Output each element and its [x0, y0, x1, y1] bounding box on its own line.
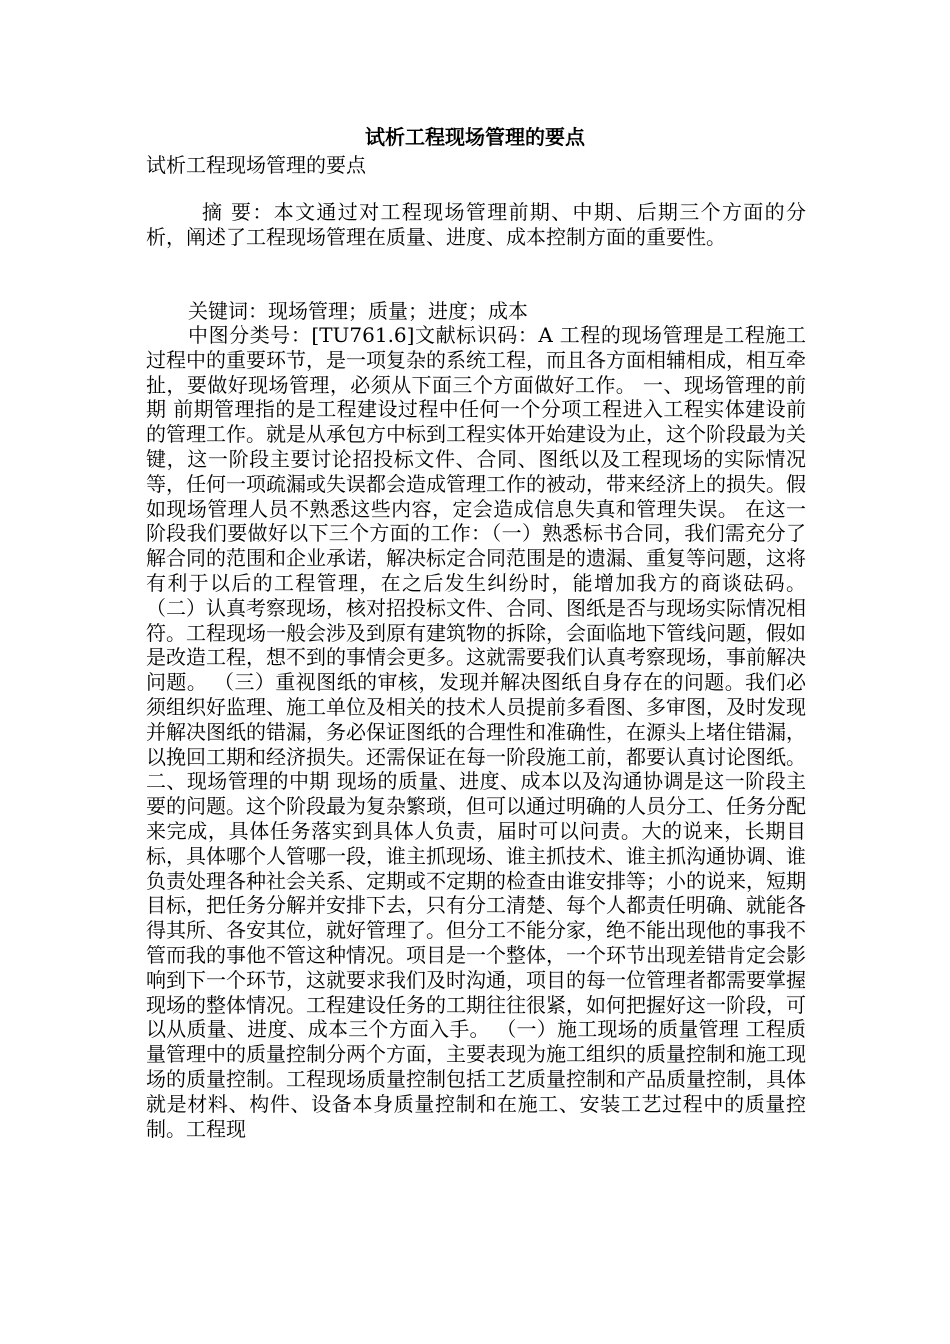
abstract-paragraph: 摘 要：本文通过对工程现场管理前期、中期、后期三个方面的分析，阐述了工程现场管理在质量、进度、成本控制方面的重要性。 — [146, 200, 806, 249]
document-title: 试析工程现场管理的要点 — [365, 125, 585, 149]
body-paragraph: 中图分类号：[TU761.6]文献标识码：A 工程的现场管理是工程施工过程中的重要环节，是一项复杂的系统工程，而且各方面相辅相成，相互牵扯，要做好现场管理，必须从下面三个方面做好工作。 一、现场管理的前期 前期管理指的是工程建设过程中任何一个分项工程进入工程实体建设前的管理工作。就是从承包方中标到工程实体开始建设为止，这个阶段最为关键，这一阶段主要讨论招投标文件、合同、图纸以及工程现场的实际情况等，任何一项疏漏或失误都会造成管理工作的被动，带来经济上的损失。假如现场管理人员不熟悉这些内容，定会造成信息失真和管理失误。 在这一阶段我们要做好以下三个方面的工作：（一）熟悉标书合同，我们需充分了解合同的范围和企业承诺，解决标定合同范围是的遗漏、重复等问题，这将有利于以后的工程管理，在之后发生纠纷时，能增加我方的商谈砝码。 （二）认真考察现场，核对招投标文件、合同、图纸是否与现场实际情况相符。工程现场一般会涉及到原有建筑物的拆除，会面临地下管线问题，假如是改造工程，想不到的事情会更多。这就需要我们认真考察现场，事前解决问题。 （三）重视图纸的审核，发现并解决图纸自身存在的问题。我们必须组织好监理、施工单位及相关的技术人员提前多看图、多审图，及时发现并解决图纸的错漏，务必保证图纸的合理性和准确性，在源头上堵住错漏，以挽回工期和经济损失。还需保证在每一阶段施工前，都要认真讨论图纸。 二、现场管理的中期 现场的质量、进度、成本以及沟通协调是这一阶段主要的问题。这个阶段最为复杂繁琐，但可以通过明确的人员分工、任务分配来完成，具体任务落实到具体人负责，届时可以问责。大的说来，长期目标，具体哪个人管哪一段，谁主抓现场、谁主抓技术、谁主抓沟通协调、谁负责处理各种社会关系、定期或不定期的检查由谁安排等；小的说来，短期目标，把任务分解并安排下去，只有分工清楚、每个人都责任明确、就能各得其所、各安其位，就好管理了。但分工不能分家，绝不能出现他的事我不管而我的事他不管这种情况。项目是一个整体，一个环节出现差错肯定会影响到下一个环节，这就要求我们及时沟通，项目的每一位管理者都需要掌握现场的整体情况。工程建设任务的工期往往很紧，如何把握好这一阶段，可以从质量、进度、成本三个方面入手。 （一）施工现场的质量管理 工程质量管理中的质量控制分两个方面，主要表现为施工组织的质量控制和施工现场的质量控制。工程现场质量控制包括工艺质量控制和产品质量控制，具体就是材料、构件、设备本身质量控制和在施工、安装工艺过程中的质量控制。工程现 — [146, 323, 806, 1141]
document-subtitle: 试析工程现场管理的要点 — [146, 153, 366, 177]
keywords-line: 关键词：现场管理；质量；进度；成本 — [188, 299, 528, 323]
